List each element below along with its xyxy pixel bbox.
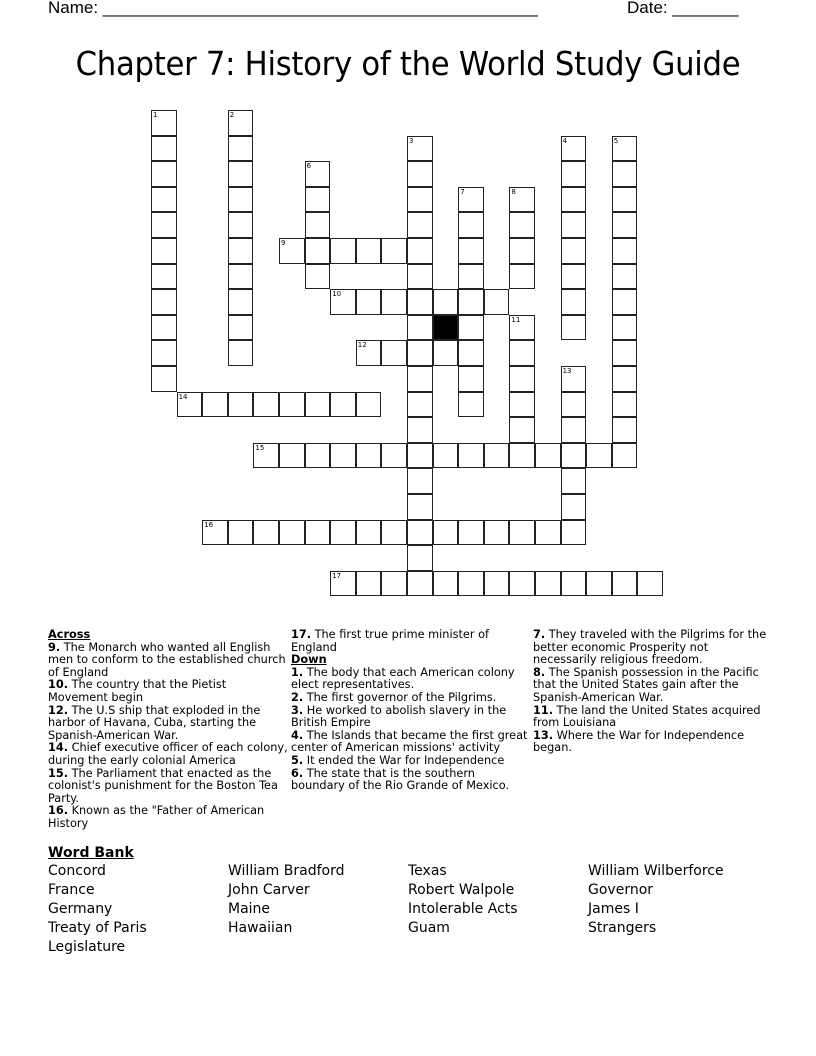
grid-cell[interactable] xyxy=(535,443,561,469)
grid-cell[interactable] xyxy=(612,212,638,238)
grid-cell[interactable] xyxy=(509,315,535,341)
clue-down-8: 8. The Spanish possession in the Pacific that the United States gain after the Spanish-American War. xyxy=(533,665,759,704)
grid-cell[interactable] xyxy=(561,392,587,418)
grid-cell[interactable] xyxy=(637,571,663,597)
word-bank-item: Governor xyxy=(588,882,654,898)
grid-cell[interactable] xyxy=(151,315,177,341)
grid-cell[interactable] xyxy=(228,264,254,290)
grid-cell[interactable] xyxy=(305,161,331,187)
grid-cell[interactable] xyxy=(509,571,535,597)
grid-cell[interactable] xyxy=(228,520,254,546)
grid-cell[interactable] xyxy=(407,468,433,494)
clue-across-10: 10. The country that the Pietist Movement begin xyxy=(48,678,227,704)
word-bank-item: France xyxy=(48,882,95,898)
cell-number: 7 xyxy=(460,187,465,196)
grid-cell[interactable] xyxy=(458,571,484,597)
grid-cell[interactable] xyxy=(509,417,535,443)
word-bank-item: William Wilberforce xyxy=(588,863,724,879)
grid-cell[interactable] xyxy=(151,212,177,238)
grid-cell[interactable] xyxy=(407,161,433,187)
cell-number: 14 xyxy=(178,392,188,401)
grid-cell[interactable] xyxy=(381,571,407,597)
cell-number: 11 xyxy=(511,315,521,324)
grid-cell[interactable] xyxy=(151,110,177,136)
grid-cell[interactable] xyxy=(484,571,510,597)
cell-number: 9 xyxy=(281,239,286,247)
grid-cell[interactable] xyxy=(612,264,638,290)
grid-cell[interactable] xyxy=(151,161,177,187)
grid-cell[interactable] xyxy=(561,417,587,443)
grid-cell[interactable] xyxy=(228,136,254,162)
grid-cell[interactable] xyxy=(458,187,484,213)
grid-cell[interactable] xyxy=(407,520,433,546)
cell-number: 10 xyxy=(332,290,342,299)
grid-cell[interactable] xyxy=(561,520,587,546)
grid-cell[interactable] xyxy=(509,392,535,418)
cell-number: 17 xyxy=(332,571,342,580)
clue-across-15: 15. The Parliament that enacted as the colonist's punishment for the Boston Tea Party. xyxy=(48,766,278,805)
grid-cell[interactable] xyxy=(612,315,638,341)
grid-cell[interactable] xyxy=(330,571,356,597)
grid-cell[interactable] xyxy=(356,571,382,597)
clue-down-11: 11. The land the United States acquired from Louisiana xyxy=(533,703,761,730)
cell-number: 6 xyxy=(306,162,312,171)
word-bank-item: Germany xyxy=(48,901,113,917)
word-bank-item: Intolerable Acts xyxy=(408,901,518,917)
grid-cell[interactable] xyxy=(407,136,433,162)
grid-cell[interactable] xyxy=(330,392,356,418)
grid-cell[interactable] xyxy=(407,315,433,341)
cell-number: 2 xyxy=(229,111,235,119)
word-bank-item: Legislature xyxy=(48,939,126,955)
grid-cell[interactable] xyxy=(612,136,638,162)
grid-cell[interactable] xyxy=(458,392,484,418)
grid-cell[interactable] xyxy=(407,289,433,315)
grid-cell[interactable] xyxy=(484,443,510,469)
grid-cell[interactable] xyxy=(561,187,587,213)
cell-number: 4 xyxy=(562,136,568,145)
clue-down-3: 3. He worked to abolish slavery in the British Empire xyxy=(291,703,507,730)
grid-cell[interactable] xyxy=(228,110,254,136)
grid-cell[interactable] xyxy=(228,340,254,366)
grid-cell[interactable] xyxy=(458,238,484,264)
cell-number: 16 xyxy=(204,520,214,529)
grid-cell[interactable] xyxy=(177,392,203,418)
grid-cell[interactable] xyxy=(458,264,484,290)
grid-cell[interactable] xyxy=(561,494,587,520)
clues-column-2 xyxy=(291,629,531,793)
grid-cell[interactable] xyxy=(484,289,510,315)
grid-cell[interactable] xyxy=(228,212,254,238)
grid-cell[interactable] xyxy=(151,136,177,162)
grid-cell[interactable] xyxy=(561,136,587,162)
grid-cell[interactable] xyxy=(151,238,177,264)
grid-cell[interactable] xyxy=(279,238,305,264)
cell-number: 12 xyxy=(357,341,367,350)
grid-cell[interactable] xyxy=(305,212,331,238)
grid-cell[interactable] xyxy=(561,212,587,238)
grid-cell[interactable] xyxy=(612,443,638,469)
grid-cell[interactable] xyxy=(612,187,638,213)
grid-cell[interactable] xyxy=(356,392,382,418)
grid-cell[interactable] xyxy=(509,238,535,264)
clue-across-12: 12. The U.S ship that exploded in the harbor of Havana, Cuba, starting the Spanish-American War. xyxy=(48,703,261,742)
grid-cell[interactable] xyxy=(253,392,279,418)
grid-cell[interactable] xyxy=(561,238,587,264)
grid-cell[interactable] xyxy=(561,289,587,315)
clue-down-7: 7. They traveled with the Pilgrims for the better economic Prosperity not necessarily religious freedom. xyxy=(533,628,767,667)
grid-cell[interactable] xyxy=(561,366,587,392)
grid-cell[interactable] xyxy=(381,289,407,315)
grid-cell[interactable] xyxy=(305,520,331,546)
word-bank-title: Word Bank xyxy=(48,845,134,861)
grid-cell[interactable] xyxy=(228,289,254,315)
grid-cell[interactable] xyxy=(305,238,331,264)
grid-cell[interactable] xyxy=(330,238,356,264)
grid-cell[interactable] xyxy=(433,571,459,597)
grid-cell[interactable] xyxy=(330,443,356,469)
grid-cell[interactable] xyxy=(484,520,510,546)
name-field: Name: ______________________________________________ xyxy=(48,0,538,17)
grid-cell[interactable] xyxy=(561,264,587,290)
grid-cell[interactable] xyxy=(151,187,177,213)
grid-cell[interactable] xyxy=(228,392,254,418)
cell-number: 15 xyxy=(255,443,265,452)
grid-cell[interactable] xyxy=(458,520,484,546)
word-bank-item: Treaty of Paris xyxy=(48,920,147,936)
grid-cell[interactable] xyxy=(407,187,433,213)
clue-down-4: 4. The Islands that became the first great center of American missions' activity xyxy=(291,728,528,755)
grid-cell[interactable] xyxy=(228,315,254,341)
cell-number: 1 xyxy=(153,111,158,119)
grid-cell[interactable] xyxy=(535,571,561,597)
grid-cell[interactable] xyxy=(228,238,254,264)
clue-down-1: 1. The body that each American colony elect representatives. xyxy=(291,665,515,692)
grid-cell[interactable] xyxy=(330,520,356,546)
clue-down-5: 5. It ended the War for Independence xyxy=(291,753,505,767)
grid-cell[interactable] xyxy=(561,315,587,341)
grid-cell[interactable] xyxy=(509,443,535,469)
clues-column-3 xyxy=(533,629,773,755)
grid-cell[interactable] xyxy=(151,264,177,290)
grid-cell[interactable] xyxy=(458,366,484,392)
grid-cell[interactable] xyxy=(279,520,305,546)
grid-cell[interactable] xyxy=(612,161,638,187)
grid-cell[interactable] xyxy=(356,340,382,366)
word-bank-item: Strangers xyxy=(588,920,657,936)
grid-cell[interactable] xyxy=(381,340,407,366)
grid-cell[interactable] xyxy=(509,520,535,546)
grid-cell[interactable] xyxy=(561,443,587,469)
grid-cell[interactable] xyxy=(356,443,382,469)
grid-cell[interactable] xyxy=(612,571,638,597)
grid-cell[interactable] xyxy=(612,417,638,443)
word-bank-item: James I xyxy=(588,901,639,917)
grid-cell[interactable] xyxy=(509,187,535,213)
grid-cell[interactable] xyxy=(586,443,612,469)
grid-cell[interactable] xyxy=(509,212,535,238)
grid-cell[interactable] xyxy=(151,366,177,392)
grid-cell[interactable] xyxy=(433,443,459,469)
grid-cell[interactable] xyxy=(612,340,638,366)
grid-cell[interactable] xyxy=(561,468,587,494)
grid-cell[interactable] xyxy=(151,340,177,366)
crossword-grid xyxy=(151,110,671,610)
grid-cell[interactable] xyxy=(407,571,433,597)
grid-cell[interactable] xyxy=(561,571,587,597)
clues-column-1 xyxy=(48,629,288,831)
page-title: Chapter 7: History of the World Study Guide xyxy=(75,44,741,83)
grid-cell[interactable] xyxy=(305,443,331,469)
grid-cell[interactable] xyxy=(228,161,254,187)
clue-down-2: 2. The first governor of the Pilgrims. xyxy=(291,690,497,704)
grid-cell[interactable] xyxy=(433,520,459,546)
cell-number: 3 xyxy=(409,136,414,145)
clue-across-16: 16. Known as the "Father of American History xyxy=(48,804,265,830)
cell-number: 5 xyxy=(613,136,619,145)
grid-cell[interactable] xyxy=(509,340,535,366)
grid-cell[interactable] xyxy=(253,443,279,469)
grid-cell[interactable] xyxy=(458,443,484,469)
word-bank-item: William Bradford xyxy=(228,863,345,879)
grid-cell[interactable] xyxy=(356,289,382,315)
word-bank-item: Texas xyxy=(408,863,447,879)
word-bank-item: Hawaiian xyxy=(228,920,293,936)
grid-cell[interactable] xyxy=(356,520,382,546)
grid-cell[interactable] xyxy=(407,264,433,290)
grid-cell[interactable] xyxy=(612,392,638,418)
word-bank-item: John Carver xyxy=(228,882,310,898)
grid-cell[interactable] xyxy=(612,366,638,392)
grid-cell[interactable] xyxy=(458,340,484,366)
grid-cell[interactable] xyxy=(407,366,433,392)
grid-cell[interactable] xyxy=(407,392,433,418)
clue-across-9: 9. The Monarch who wanted all English men to conform to the established church of England xyxy=(48,640,286,679)
word-bank-item: Concord xyxy=(48,863,106,879)
grid-cell[interactable] xyxy=(305,392,331,418)
grid-cell[interactable] xyxy=(458,289,484,315)
grid-cell[interactable] xyxy=(381,443,407,469)
grid-cell[interactable] xyxy=(612,238,638,264)
grid-cell[interactable] xyxy=(305,187,331,213)
clue-across-17: 17. The first true prime minister of England xyxy=(291,628,489,654)
word-bank-item: Robert Walpole xyxy=(408,882,515,898)
grid-cell[interactable] xyxy=(381,238,407,264)
grid-cell[interactable] xyxy=(330,289,356,315)
grid-cell[interactable] xyxy=(151,289,177,315)
grid-cell[interactable] xyxy=(279,392,305,418)
clue-across-14: 14. Chief executive officer of each colony, during the early colonial America xyxy=(48,741,288,767)
grid-cell[interactable] xyxy=(202,392,228,418)
grid-cell[interactable] xyxy=(612,289,638,315)
grid-cell[interactable] xyxy=(458,315,484,341)
down-heading: Down xyxy=(291,653,327,667)
date-field: Date: _______ xyxy=(627,0,739,17)
clue-down-13: 13. Where the War for Independence began. xyxy=(533,728,745,755)
grid-cell[interactable] xyxy=(586,571,612,597)
black-cell xyxy=(433,315,459,341)
grid-cell[interactable] xyxy=(407,340,433,366)
grid-cell[interactable] xyxy=(407,238,433,264)
grid-cell[interactable] xyxy=(305,264,331,290)
grid-cell[interactable] xyxy=(561,161,587,187)
grid-cell[interactable] xyxy=(535,520,561,546)
grid-cell[interactable] xyxy=(407,212,433,238)
grid-cell[interactable] xyxy=(407,443,433,469)
cell-number: 13 xyxy=(562,367,572,375)
word-bank-item: Maine xyxy=(228,901,271,917)
grid-cell[interactable] xyxy=(381,520,407,546)
grid-cell[interactable] xyxy=(228,187,254,213)
grid-cell[interactable] xyxy=(407,417,433,443)
grid-cell[interactable] xyxy=(433,340,459,366)
grid-cell[interactable] xyxy=(356,238,382,264)
grid-cell[interactable] xyxy=(407,545,433,571)
grid-cell[interactable] xyxy=(458,212,484,238)
grid-cell[interactable] xyxy=(509,264,535,290)
cell-number: 8 xyxy=(511,187,516,196)
grid-cell[interactable] xyxy=(253,520,279,546)
grid-cell[interactable] xyxy=(509,366,535,392)
grid-cell[interactable] xyxy=(407,494,433,520)
grid-cell[interactable] xyxy=(279,443,305,469)
across-heading: Across xyxy=(48,628,91,641)
clue-down-6: 6. The state that is the southern boundary of the Rio Grande of Mexico. xyxy=(291,766,510,793)
word-bank-item: Guam xyxy=(408,920,450,936)
grid-cell[interactable] xyxy=(202,520,228,546)
grid-cell[interactable] xyxy=(433,289,459,315)
